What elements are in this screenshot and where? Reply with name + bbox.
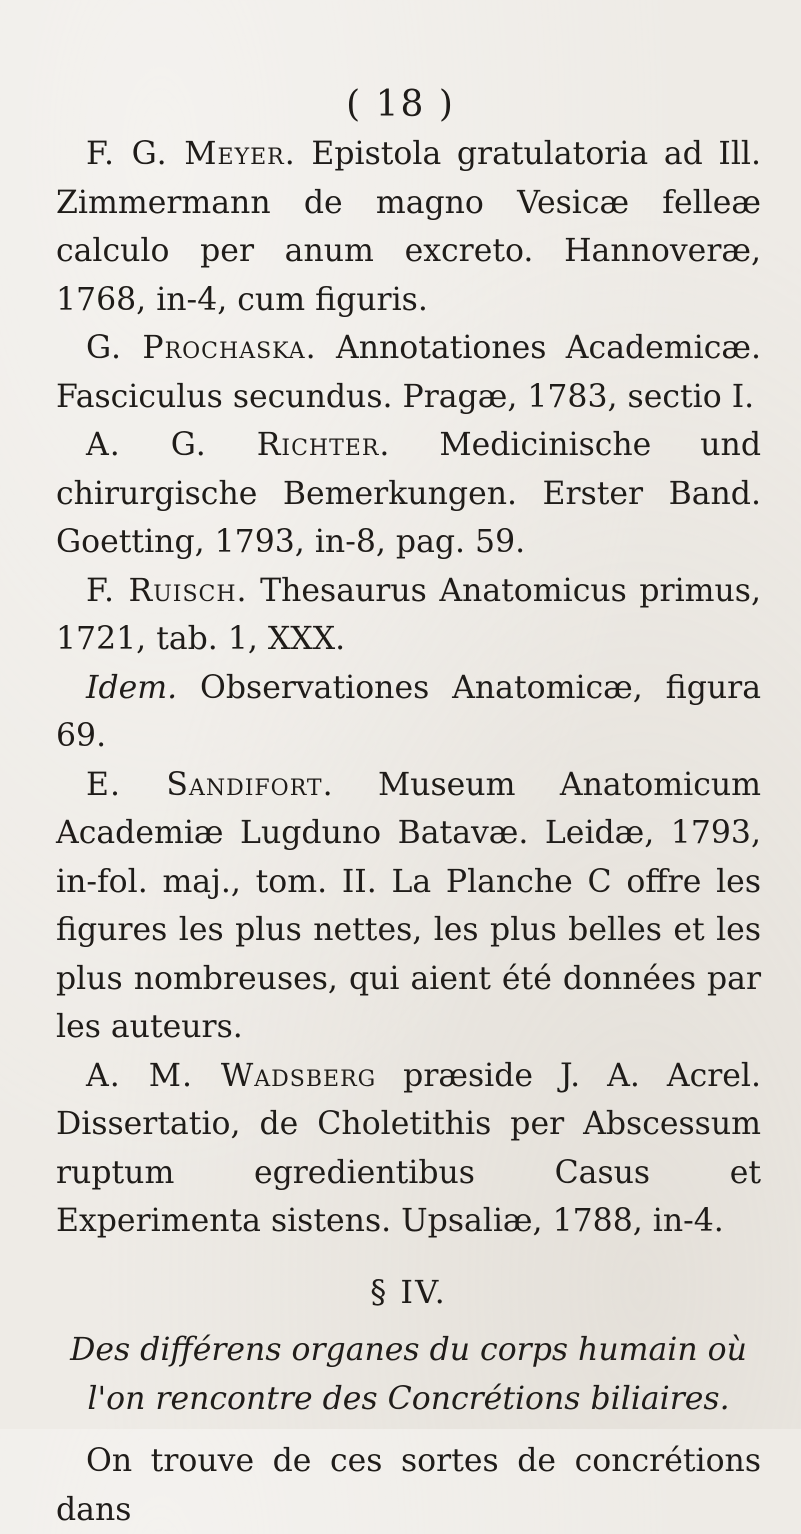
entry-text: Observationes Anatomicæ, figura 69.: [56, 669, 761, 754]
entry-text: Museum Anatomicum Academiæ Lugduno Batavæ. Leidæ, 1793, in-fol. maj., tom. II. La Planche C offre les figures les plus nettes, les plus belles et les plus nombreuses, qui aient été données par les auteurs.: [56, 766, 762, 1045]
entry-author: E. Sandifort.: [86, 766, 334, 803]
entry-author: F. G. Meyer.: [86, 136, 296, 172]
entry-text: præside J. A. Acrel. Dissertatio, de Choletithis per Abscessum ruptum egredientibus Casus et Experimenta sistens. Upsaliæ, 1788, in-4.: [56, 1057, 761, 1239]
entry-author: A. M. Wadsberg: [86, 1057, 377, 1094]
section-title: Des différens organes du corps humain où l'on rencontre des Concrétions biliaires.: [70, 1332, 747, 1417]
section-number: § IV.: [370, 1272, 447, 1311]
bibliography-entry: [56, 1052, 761, 1246]
entry-text: Thesaurus Anatomicus primus, 1721, tab. 1, XXX.: [56, 572, 761, 657]
entry-idem-lead: Idem.: [86, 669, 178, 706]
entry-author: F. Ruisch.: [86, 572, 248, 609]
bibliography-entry: [56, 761, 761, 1052]
bibliography-entry: [56, 421, 761, 567]
bibliography-entry: [56, 130, 761, 324]
entry-text: Medicinische und chirurgische Bemerkungen. Erster Band. Goetting, 1793, in-8, pag. 59.: [56, 427, 762, 560]
entry-text: Epistola gratulatoria ad Ill. Zimmermann de magno Vesicæ felleæ calculo per anum excreto. Hannoveræ, 1768, in-4, cum figuris.: [56, 136, 761, 318]
entry-text: Annotationes Academicæ. Fasciculus secundus. Pragæ, 1783, sectio I.: [56, 330, 761, 415]
entry-author: G. Prochaska.: [86, 330, 317, 366]
bibliography-entry: [56, 324, 761, 421]
body-paragraph: On trouve de ces sortes de concrétions dans: [56, 1443, 761, 1528]
bibliography-entry: [56, 567, 761, 664]
bibliography-entry-idem: [56, 664, 761, 761]
page-body: [56, 130, 761, 1534]
page-number: ( 18 ): [346, 84, 455, 125]
entry-author: A. G. Richter.: [86, 427, 391, 463]
